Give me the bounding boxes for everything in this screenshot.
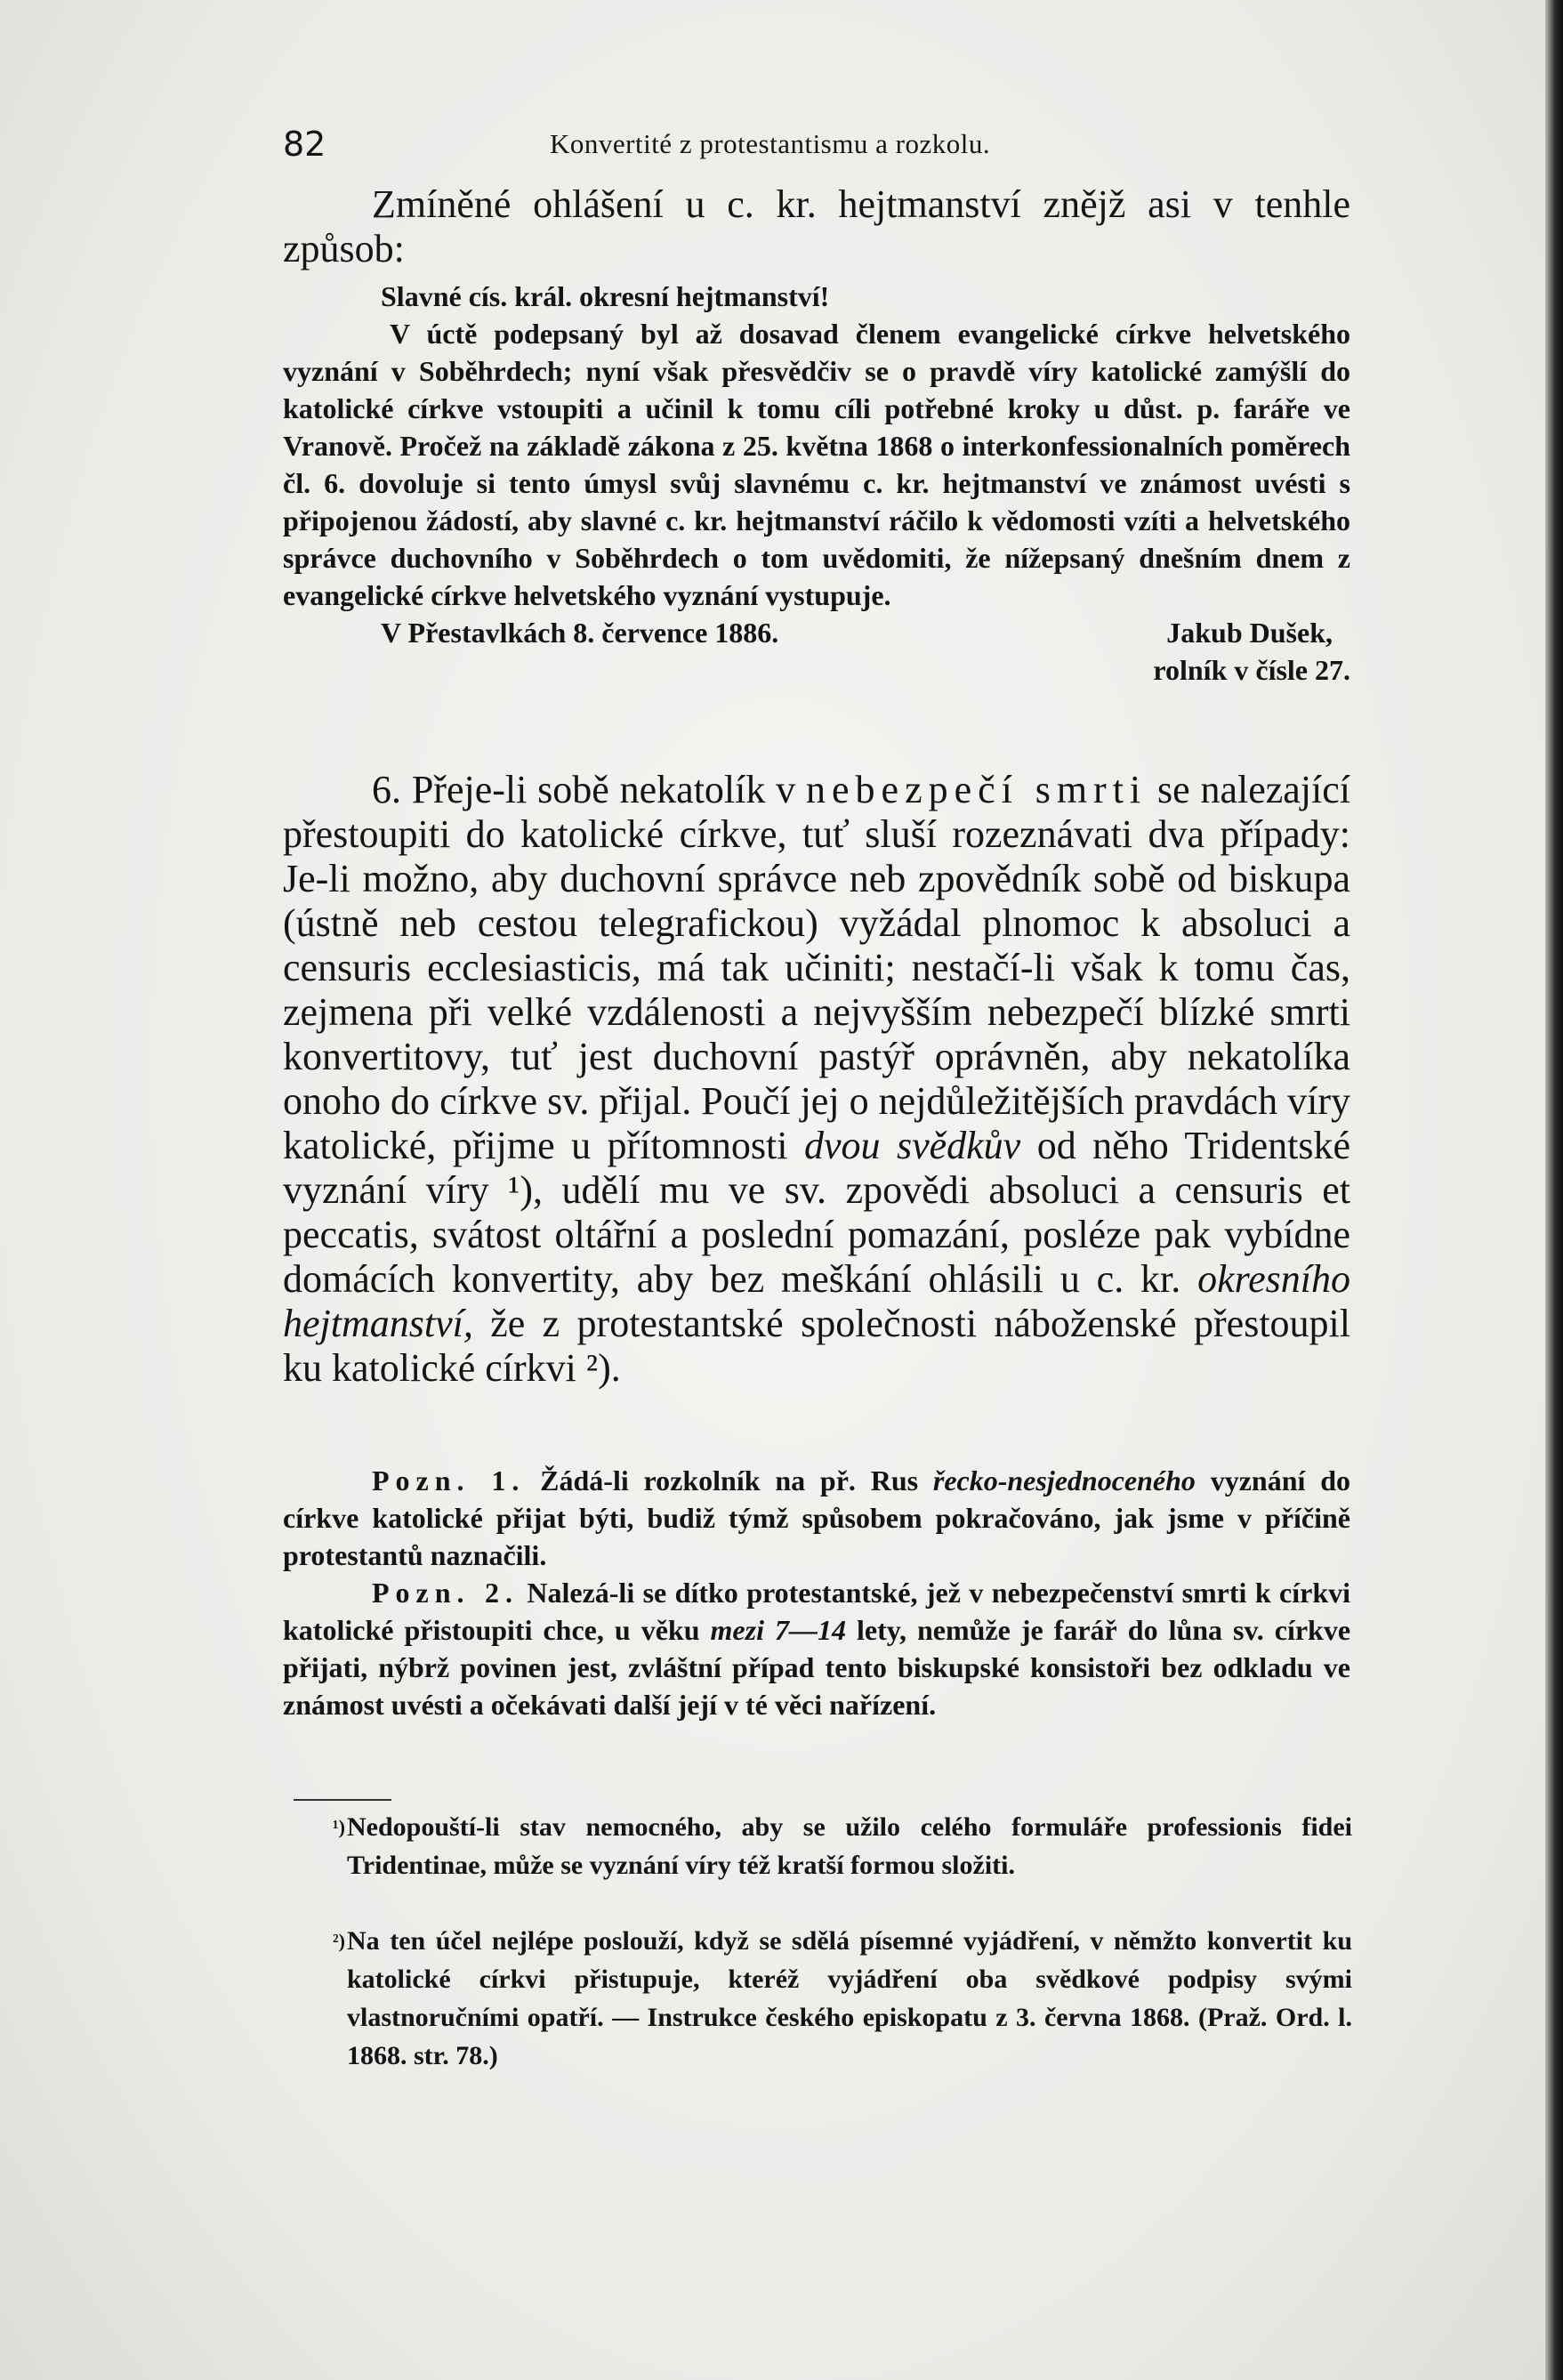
section-italic-1: dvou svědkův (803, 1124, 1021, 1167)
footnote-divider (294, 1799, 391, 1801)
letter-place-date: V Přestavlkách 8. července 1886. (381, 617, 779, 649)
footnote-1: ¹) Nedopouští-li stav nemocného, aby se užilo celého formuláře professionis fidei Tridentinae, může se vyznání víry též kratší formou složiti. (347, 1808, 1352, 1884)
note-1: Pozn. 1. Žádá-li rozkolník na př. Rus řecko-nesjednoceného vyznání do církve katolické přijat býti, budiž týmž spůsobem pokračováno, jak jsme v příčině protestantů naznačili. (283, 1464, 1350, 1571)
letter-salutation: Slavné cís. král. okresní hejtmanství! (381, 280, 830, 312)
page-header (283, 125, 1350, 178)
letter-signer-title: rolník v čísle 27. (1153, 654, 1350, 686)
section-text-1: Přeje-li sobě nekatolík v (411, 768, 796, 811)
section-number: 6. (372, 768, 401, 811)
letter (283, 278, 1350, 689)
section-text-3: od něho Tridentské vyznání víry ¹), udělí mu ve sv. zpovědi absoluci a censuris et peccatis, svátost oltářní a poslední pomazání, posléze pak vybídne domácích konvertity, aby bez meškání ohlásili u c. kr. (283, 1124, 1350, 1301)
letter-signature-block (283, 614, 1350, 689)
letter-body: V úctě podepsaný byl až dosavad členem evangelické církve helvetského vyznání v Soběhrdech; nyní však přesvědčiv se o pravdě víry katolické zamýšlí do katolické církve vstoupiti a učinil k tomu cíli potřebné kroky u důst. p. faráře ve Vranově. Pročež na základě zákona z 25. května 1868 o interkonfessionalních poměrech čl. 6. dovoluje si tento úmysl svůj slavnému c. kr. hejtmanství ve známost uvésti s připojenou žádostí, aby slavné c. kr. hejtmanství ráčilo k vědomosti vzíti a helvetského správce duchovního v Soběhrdech o tom uvědomiti, že nížepsaný dnešním dnem z evangelické církve helvetského vyznání vystupuje. (283, 318, 1350, 611)
footnote-marker: ¹) (333, 1816, 345, 1838)
notes (283, 1462, 1350, 1723)
footnote-marker: ²) (333, 1930, 345, 1952)
footnote-2: ²) Na ten účel nejlépe poslouží, když se sdělá písemné vyjádření, v němžto konvertit ku katolické církvi přistupuje, kteréž vyjádření oba svědkové podpisy svými vlastnoručními opatří. — Instrukce českého episkopatu z 3. června 1868. (Praž. Ord. l. 1868. str. 78.) (347, 1922, 1352, 2075)
letter-signer-name: Jakub Dušek, (1166, 617, 1333, 649)
section-text-2: se nalezající přestoupiti do katolické církve, tuť sluší rozeznávati dva případy: Je-li možno, aby duchovní správce neb zpovědník sobě od biskupa (ústně neb cestou telegrafickou) vyžádal plnomoc k absoluci a censuris ecclesiasticis, má tak učiniti; nestačí-li však k tomu čas, zejmena při velké vzdálenosti a nejvyšším nebezpečí blízké smrti konvertitovy, tuť jest duchovní pastýř oprávněn, aby nekatolíka onoho do církve sv. přijal. Poučí jej o nejdůležitějších pravdách víry katolické, přijme u přítomnosti (283, 768, 1351, 1167)
note-2: Pozn. 2. Nalezá-li se dítko protestantské, jež v nebezpečenství smrti k církvi katolické přistoupiti chce, u věku mezi 7—14 lety, nemůže je farář do lůna sv. církve přijati, nýbrž povinen jest, zvláštní případ tento biskupské konsistoři bez odkladu ve známost uvésti a očekávati další její v té věci nařízení. (283, 1577, 1351, 1721)
page-edge-shadow (1545, 0, 1563, 2380)
section-6 (283, 768, 1350, 1391)
section-italic-2: okresního hejtmanství, (283, 1257, 1351, 1345)
section-spaced-phrase: nebezpečí smrti (806, 768, 1148, 811)
page-number: 82 (283, 125, 326, 164)
running-title: Konvertité z protestantismu a rozkolu. (550, 128, 991, 159)
intro-paragraph: Zmíněné ohlášení u c. kr. hejtmanství znějž asi v tenhle způsob: (283, 182, 1350, 270)
section-text-4: že z protestantské společnosti náboženské přestoupil ku katolické církvi ²). (283, 1302, 1351, 1390)
